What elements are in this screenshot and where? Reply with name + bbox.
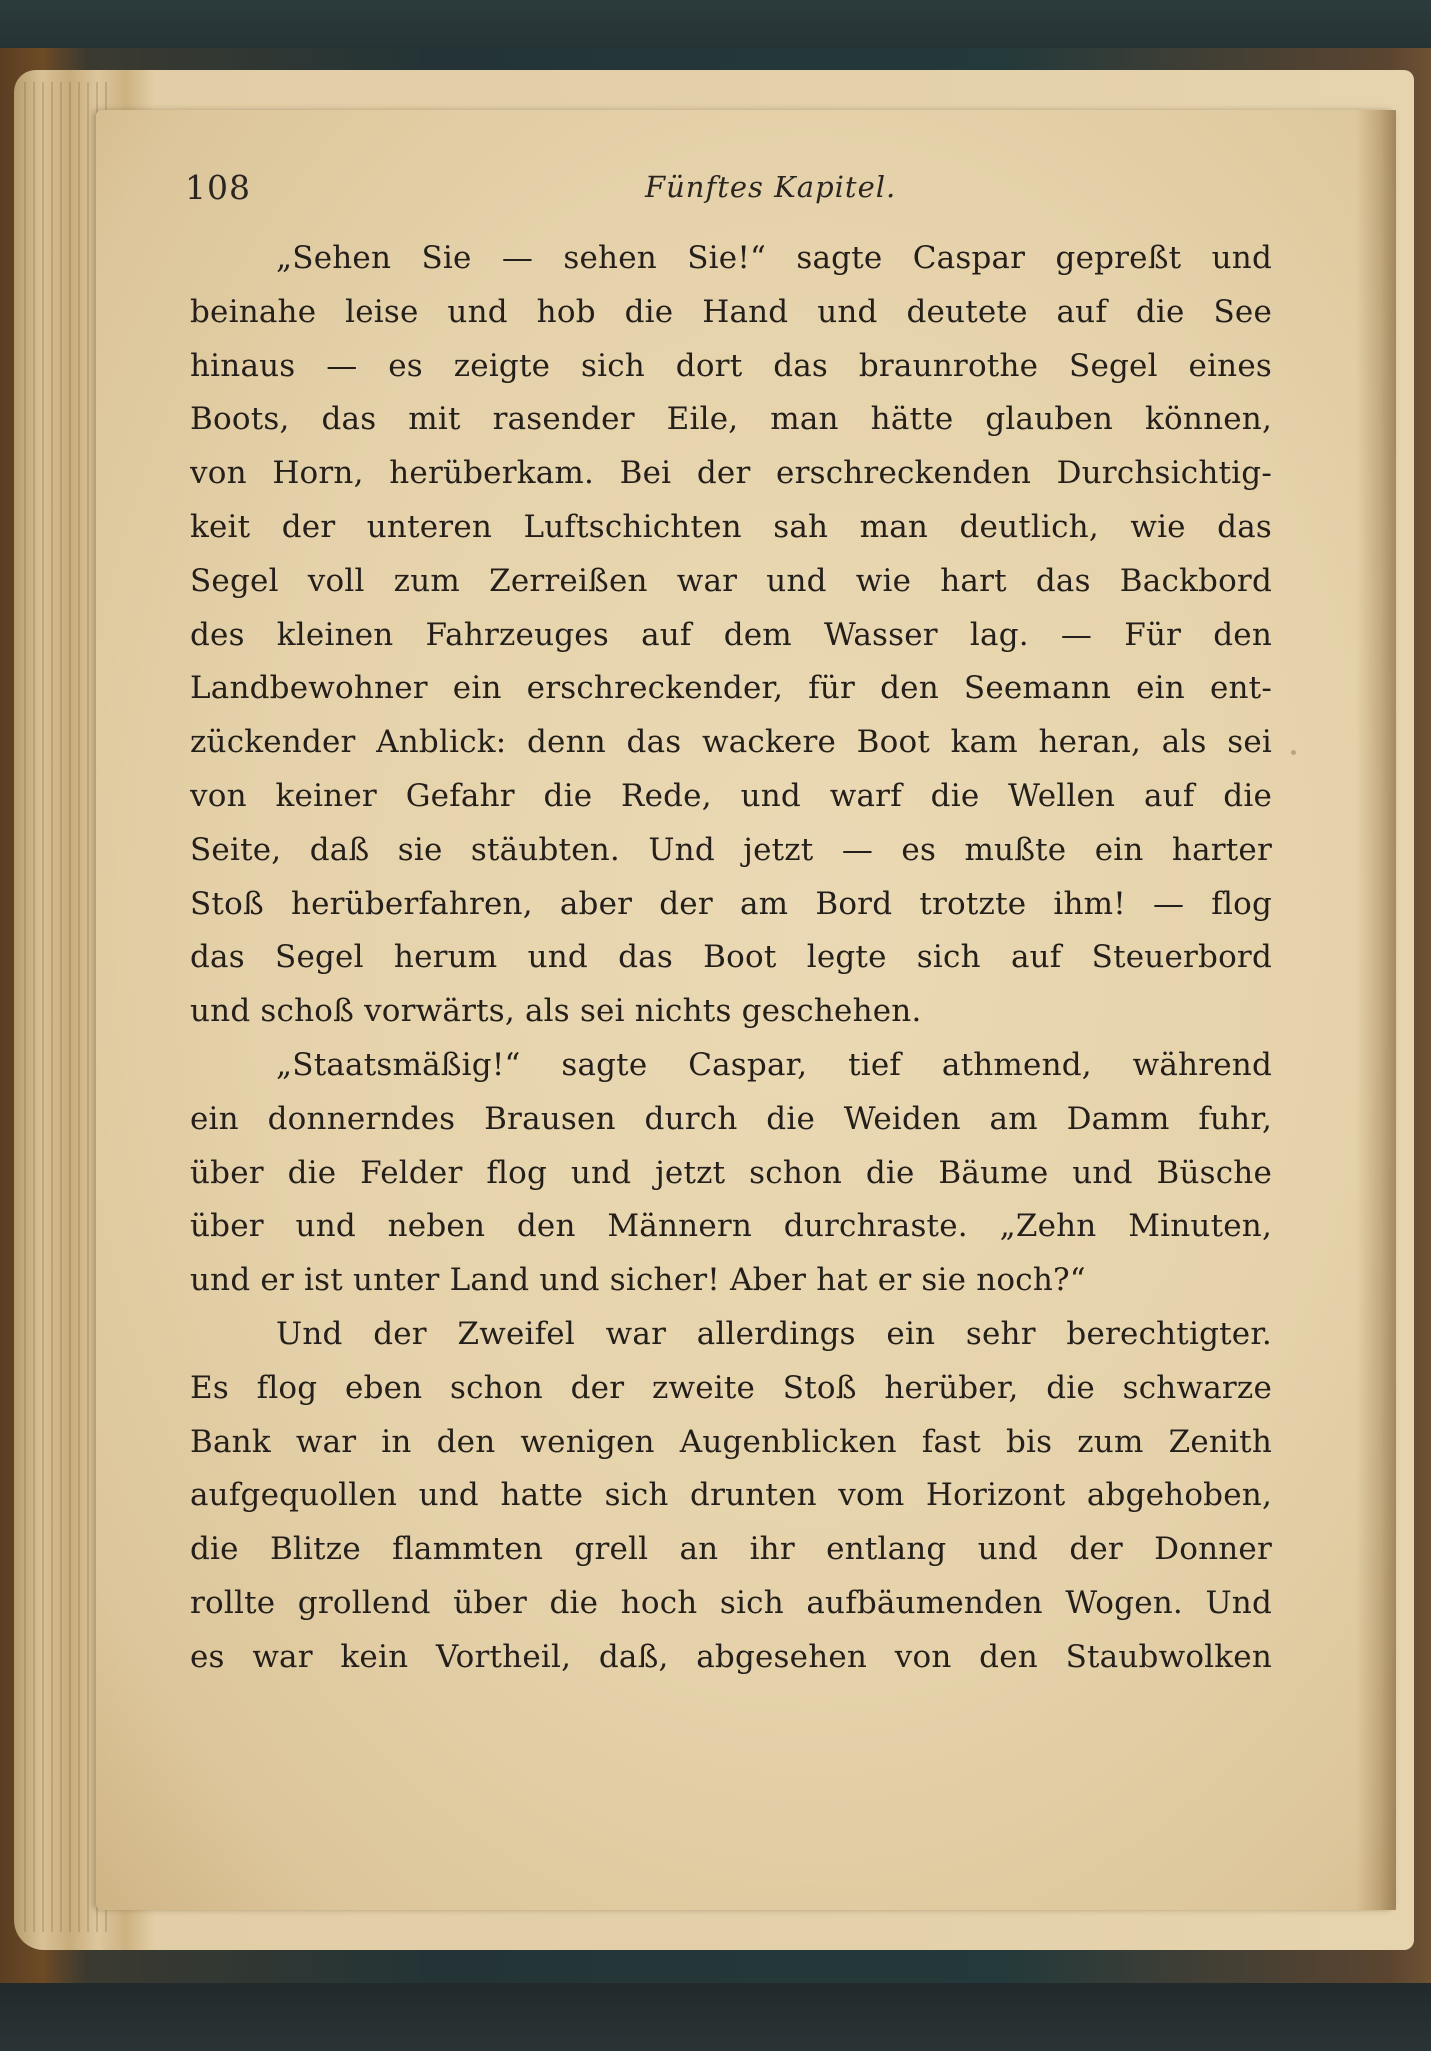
text-line: Boots, das mit rasender Eile, man hätte glauben können, [190,401,1272,438]
text-line: Segel voll zum Zerreißen war und wie hart das Backbord [190,562,1272,599]
text-line: das Segel herum und das Boot legte sich auf Steuerbord [190,939,1272,976]
text-line: „Sehen Sie — sehen Sie!“ sagte Caspar gepreßt und [276,240,1272,276]
text-line: aufgequollen und hatte sich drunten vom Horizont abgehoben, [190,1477,1272,1514]
text-line: zückender Anblick: denn das wackere Boot kam heran, als sei [190,724,1272,761]
text-line: beinahe leise und hob die Hand und deutete auf die See [190,293,1272,330]
page-number: 108 [185,168,251,207]
text-line: hinaus — es zeigte sich dort das braunrothe Segel eines [190,347,1272,384]
text-line: von keiner Gefahr die Rede, und warf die Wellen auf die [190,777,1272,814]
paper-speck [1291,750,1296,755]
text-line: über und neben den Männern durchraste. „Zehn Minuten, [190,1208,1272,1245]
body-text [190,232,1272,1685]
text-line: über die Felder flog und jetzt schon die Bäume und Büsche [190,1154,1272,1191]
chapter-title: Fünftes Kapitel. [645,170,897,204]
page-gutter-shadow [1356,110,1396,1910]
text-line: des kleinen Fahrzeuges auf dem Wasser lag. — Für den [190,616,1272,653]
text-line: Bank war in den wenigen Augenblicken fast bis zum Zenith [190,1423,1272,1460]
text-line: rollte grollend über die hoch sich aufbäumenden Wogen. Und [190,1584,1272,1621]
text-line: ein donnerndes Brausen durch die Weiden am Damm fuhr, [190,1100,1272,1137]
running-head [185,168,1085,216]
text-line: Stoß herüberfahren, aber der am Bord trotzte ihm! — flog [190,885,1272,922]
text-line: und schoß vorwärts, als sei nichts geschehen. [190,993,922,1030]
text-line: „Staatsmäßig!“ sagte Caspar, tief athmend, während [276,1046,1272,1083]
text-line: Es flog eben schon der zweite Stoß herüber, die schwarze [190,1369,1272,1406]
text-line: Landbewohner ein erschreckender, für den Seemann ein ent- [190,670,1272,707]
text-line: von Horn, herüberkam. Bei der erschreckenden Durchsichtig- [190,455,1272,492]
text-line: Seite, daß sie stäubten. Und jetzt — es mußte ein harter [190,831,1272,868]
text-line: und er ist unter Land und sicher! Aber hat er sie noch?“ [190,1262,1086,1299]
text-line: es war kein Vortheil, daß, abgesehen von den Staubwolken [190,1638,1272,1675]
text-line: die Blitze flammten grell an ihr entlang und der Donner [190,1531,1272,1568]
text-line: Und der Zweifel war allerdings ein sehr berechtigter. [276,1315,1272,1352]
text-line: keit der unteren Luftschichten sah man deutlich, wie das [190,508,1272,545]
